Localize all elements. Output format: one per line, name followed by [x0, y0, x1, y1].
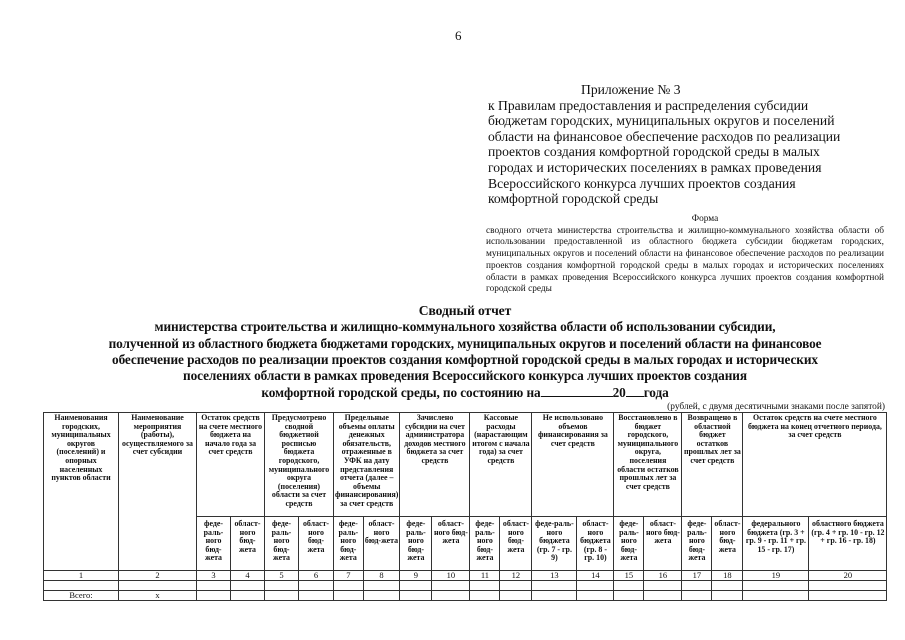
- column-number: 11: [470, 571, 500, 581]
- appendix-line: к Правилам предоставления и распределения субсидии: [488, 97, 809, 113]
- header-activity: Наименование мероприятия (работы), осуществляемого за счет субсидии: [119, 413, 197, 571]
- table-cell[interactable]: [299, 581, 334, 591]
- subheader-regional-14: област-ного бюджета (гр. 8 - гр. 10): [577, 517, 614, 571]
- column-number: 7: [334, 571, 364, 581]
- report-date-suffix: года: [643, 385, 669, 401]
- report-year-prefix: 20: [612, 385, 626, 401]
- subheader-federal: феде-раль-ного бюд-жета: [682, 517, 712, 571]
- header-balance-start: Остаток средств на счете местного бюджета на начало года за счет средств: [197, 413, 265, 517]
- total-cell[interactable]: [470, 591, 500, 601]
- table-cell[interactable]: [500, 581, 532, 591]
- total-cell[interactable]: [334, 591, 364, 601]
- table-cell[interactable]: [363, 581, 400, 591]
- appendix-line: бюджетам городских, муниципальных округов и поселений: [488, 113, 835, 129]
- total-row: [44, 591, 887, 601]
- header-payment-limits: Предельные объемы оплаты денежных обязательств, отраженные в УФК на дату представления отчета (далее – объемы финансирования) за счет средств: [334, 413, 400, 517]
- header-restored: Восстановлено в бюджет городского, муниципального округа, поселения области остатков прошлых лет за счет средств: [614, 413, 682, 517]
- column-number: 10: [432, 571, 470, 581]
- subheader-regional: област-ного бюд-жета: [500, 517, 532, 571]
- table-cell[interactable]: [743, 581, 809, 591]
- table-cell[interactable]: [400, 581, 432, 591]
- appendix-line: области на финансовое обеспечение расходов по реализации: [488, 128, 841, 144]
- appendix-line: Всероссийского конкурса лучших проектов создания: [488, 175, 796, 191]
- total-label: Всего:: [44, 591, 119, 601]
- column-number: 15: [614, 571, 644, 581]
- subheader-regional: област-ного бюд-жета: [299, 517, 334, 571]
- total-cell[interactable]: [809, 591, 887, 601]
- form-title: Форма: [691, 214, 719, 224]
- table-cell[interactable]: [432, 581, 470, 591]
- subheader-regional: област-ного бюд-жета: [363, 517, 400, 571]
- report-title-line: поселениях области в рамках проведения Всероссийского конкурса лучших проектов создания: [183, 368, 747, 384]
- subheader-federal: феде-раль-ного бюд-жета: [265, 517, 299, 571]
- subheader-regional: област-ного бюд-жета: [231, 517, 265, 571]
- report-title-line: министерства строительства и жилищно-коммунального хозяйства области об использовании субсидии,: [154, 319, 776, 335]
- date-blank-field[interactable]: [541, 384, 613, 397]
- report-table: [43, 412, 887, 601]
- column-number: 12: [500, 571, 532, 581]
- header-returned: Возвращено в областной бюджет остатков прошлых лет за счет средств: [682, 413, 743, 517]
- column-number: 3: [197, 571, 231, 581]
- page-number: 6: [455, 28, 462, 43]
- total-cell[interactable]: [265, 591, 299, 601]
- total-cell[interactable]: [432, 591, 470, 601]
- form-block: [486, 214, 884, 296]
- appendix-line: городах и исторических поселениях в рамках проведения: [488, 159, 822, 175]
- table-cell[interactable]: [532, 581, 577, 591]
- appendix-title: Приложение № 3: [581, 82, 681, 97]
- report-title-line: полученной из областного бюджета бюджетами городских, муниципальных округов и поселений области на финансовое: [108, 335, 822, 351]
- report-title: Сводный отчет: [418, 303, 512, 318]
- header-balance-end: Остаток средств на счете местного бюджета на конец отчетного периода, за счет средств: [743, 413, 887, 517]
- total-cell[interactable]: [577, 591, 614, 601]
- total-cell[interactable]: [532, 591, 577, 601]
- total-cell[interactable]: [197, 591, 231, 601]
- table-cell[interactable]: [119, 581, 197, 591]
- report-date-prefix: комфортной городской среды, по состоянию на: [261, 385, 541, 401]
- table-cell[interactable]: [44, 581, 119, 591]
- column-number: 2: [119, 571, 197, 581]
- total-cell[interactable]: [231, 591, 265, 601]
- table-cell[interactable]: [644, 581, 682, 591]
- header-cash-expenses: Кассовые расходы (нарастающим итогом с начала года) за счет средств: [470, 413, 532, 517]
- column-number: 17: [682, 571, 712, 581]
- table-cell[interactable]: [712, 581, 743, 591]
- column-number: 18: [712, 571, 743, 581]
- appendix-line: комфортной городской среды: [488, 191, 659, 207]
- subheader-federal-19: федерального бюджета (гр. 3 + гр. 9 - гр. 11 + гр. 15 - гр. 17): [743, 517, 809, 571]
- table-header-row: [44, 413, 887, 517]
- table-cell[interactable]: [334, 581, 364, 591]
- table-cell[interactable]: [577, 581, 614, 591]
- table-cell[interactable]: [682, 581, 712, 591]
- subheader-federal-13: феде-раль-ного бюджета (гр. 7 - гр. 9): [532, 517, 577, 571]
- column-number: 8: [363, 571, 400, 581]
- units-note: (рублей, с двумя десятичными знаками после запятой): [667, 402, 885, 412]
- total-cell[interactable]: [743, 591, 809, 601]
- column-number: 20: [809, 571, 887, 581]
- appendix-line: проектов создания комфортной городской среды в малых: [488, 144, 820, 160]
- subheader-regional: област-ного бюд-жета: [432, 517, 470, 571]
- column-number: 9: [400, 571, 432, 581]
- column-number: 4: [231, 571, 265, 581]
- total-cell[interactable]: [363, 591, 400, 601]
- total-cell[interactable]: [500, 591, 532, 601]
- header-subsidy-credited: Зачислено субсидии на счет администратора доходов местного бюджета за счет средств: [400, 413, 470, 517]
- table-cell[interactable]: [265, 581, 299, 591]
- column-number: 13: [532, 571, 577, 581]
- table-cell[interactable]: [470, 581, 500, 591]
- form-description: сводного отчета министерства строительства и жилищно-коммунального хозяйства области об использовании предоставленной из областного бюджета субсидии бюджетам городских, муниципальных округов и поселений области на финансовое обеспечение расходов по реализации проектов создания комфортной городской среды в малых городах и исторических поселениях области в рамках проведения Всероссийского конкурса лучших проектов создания комфортной городской среды: [486, 225, 884, 295]
- subheader-federal: феде-раль-ного бюд-жета: [334, 517, 364, 571]
- total-cell[interactable]: [400, 591, 432, 601]
- table-cell[interactable]: [231, 581, 265, 591]
- subheader-federal: феде-раль-ного бюд-жета: [400, 517, 432, 571]
- column-number: 19: [743, 571, 809, 581]
- table-cell[interactable]: [614, 581, 644, 591]
- subheader-regional-20: областного бюджета (гр. 4 + гр. 10 - гр. 12 + гр. 16 - гр. 18): [809, 517, 887, 571]
- subheader-regional: област-ного бюд-жета: [644, 517, 682, 571]
- header-municipality: Наименования городских, муниципальных округов (поселений) и опорных населенных пунктов области: [44, 413, 119, 571]
- column-number-row: [44, 571, 887, 581]
- report-title-line: обеспечение расходов по реализации проектов создания комфортной городской среды в малых городах и исторических: [112, 351, 818, 367]
- subheader-federal: феде-раль-ного бюд-жета: [470, 517, 500, 571]
- year-blank-field[interactable]: [626, 384, 644, 397]
- subheader-regional: област-ного бюд-жета: [712, 517, 743, 571]
- total-cell[interactable]: [712, 591, 743, 601]
- total-cell[interactable]: [299, 591, 334, 601]
- subheader-federal: феде-раль-ного бюд-жета: [614, 517, 644, 571]
- report-date-line: [40, 384, 890, 401]
- table-cell[interactable]: [809, 581, 887, 591]
- column-number: 14: [577, 571, 614, 581]
- total-cell[interactable]: [682, 591, 712, 601]
- header-unused-funding: Не использовано объемов финансирования за счет средств: [532, 413, 614, 517]
- total-cell[interactable]: [614, 591, 644, 601]
- table-cell[interactable]: [197, 581, 231, 591]
- column-number: 5: [265, 571, 299, 581]
- total-cell[interactable]: [644, 591, 682, 601]
- total-activity-cell: х: [119, 591, 197, 601]
- column-number: 6: [299, 571, 334, 581]
- appendix-block: [488, 82, 888, 207]
- column-number: 16: [644, 571, 682, 581]
- header-budget-schedule: Предусмотрено сводной бюджетной росписью бюджета городского, муниципального округа (поселения) области за счет средств: [265, 413, 334, 517]
- table-row: [44, 581, 887, 591]
- column-number: 1: [44, 571, 119, 581]
- report-title-block: [40, 303, 890, 402]
- subheader-federal: феде-раль-ного бюд-жета: [197, 517, 231, 571]
